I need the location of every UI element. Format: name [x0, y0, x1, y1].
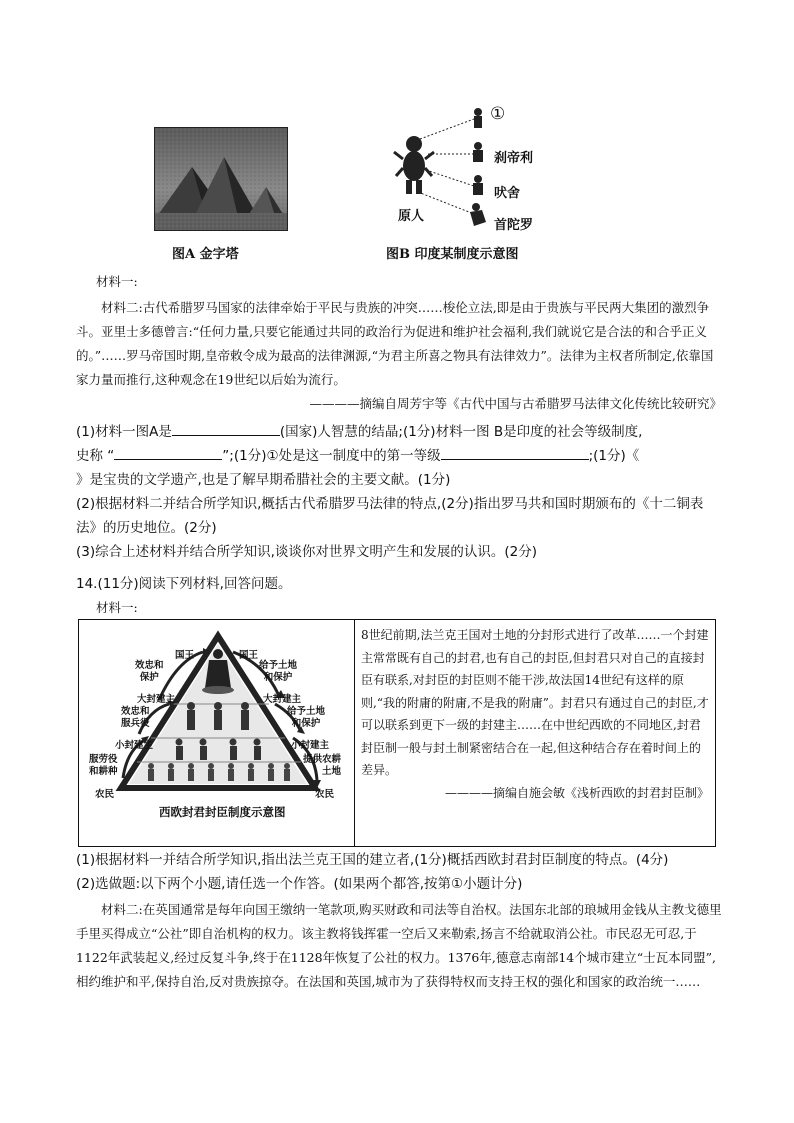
- caste-label-purusha: 原人: [398, 209, 425, 224]
- q14-material-1-box: [78, 619, 716, 847]
- figure-b-caption: 图B 印度某制度示意图: [386, 247, 519, 262]
- q13-answer-blank-1[interactable]: [172, 421, 280, 436]
- q14-questions: [76, 848, 726, 896]
- q13-material-2-text: 材料二:古代希腊罗马国家的法律牵始于平民与贵族的冲突……梭伦立法,即是由于贵族与平民两大集团的激烈争斗。亚里士多德曾言:“任何力量,只要它能通过共同的政治行为促进和维护社会福利,我们就说它是合法的和合乎正义的。”……罗马帝国时期,皇帝敕令成为最高的法律渊源,“为君主所喜之物具有法律效力”。法律为主权者所制定,依靠国家力量而推行,这种观念在19世纪以后始为流行。: [76, 300, 714, 387]
- label-great-lord-left: 大封建主: [137, 694, 176, 705]
- figure-a: [154, 127, 288, 231]
- label-small-lord-left: 小封建主: [115, 740, 154, 751]
- q14-material-2: [76, 898, 722, 994]
- label-great-lord-right: 大封建主: [263, 694, 302, 705]
- caste-figure-3: [473, 175, 483, 195]
- q13-q1-part-a: (1)材料一图A是: [76, 424, 172, 440]
- q14-material-1-source: ————摘编自施会敏《浅析西欧的封君封臣制》: [444, 785, 709, 800]
- figure-a-caption: 图A 金字塔: [172, 247, 239, 262]
- label-peasant-right: 农民: [315, 789, 335, 800]
- q14-material-1-label: 材料一:: [96, 600, 138, 615]
- q13-question-3: (3)综合上述材料并结合所学知识,谈谈你对世界文明产生和发展的认识。(2分): [76, 544, 538, 560]
- caste-figure-1: [474, 108, 482, 128]
- q13-answer-blank-3[interactable]: [441, 445, 589, 460]
- q14-question-1: (1)根据材料一并结合所学知识,指出法兰克王国的建立者,(1分)概括西欧封君封臣制度的特点。(4分): [76, 852, 669, 868]
- label-king-left: 国王: [175, 650, 195, 661]
- caste-label-one: ①: [490, 104, 506, 124]
- label-grant-land-protection-2: 给予土地 和保护: [287, 706, 326, 729]
- label-king-right: 国王: [239, 650, 259, 661]
- q13-question-1-end: 》是宝贵的文学遗产,也是了解早期希腊社会的主要文献。(1分): [76, 472, 451, 488]
- label-loyalty-military: 效忠和 服兵役: [121, 706, 150, 729]
- q14-header: 14.(11分)阅读下列材料,回答问题。: [76, 576, 292, 592]
- q13-material-2-source: ————摘编自周芳宇等《古代中国与古希腊罗马法律文化传统比较研究》: [309, 396, 722, 411]
- q13-answer-blank-2[interactable]: [114, 445, 222, 460]
- q13-questions: [76, 420, 722, 564]
- caste-label-vaishya: 吠舍: [494, 186, 521, 201]
- caste-figure-2: [473, 142, 483, 162]
- purusha-figure: [394, 136, 434, 194]
- pyramid-photo: [154, 127, 288, 231]
- diagram-title: 西欧封君封臣制度示意图: [159, 805, 286, 819]
- q13-material-1-label: 材料一:: [96, 274, 138, 289]
- box-divider: [354, 620, 355, 846]
- label-labor-service: 服劳役 和耕种: [89, 754, 118, 777]
- caste-label-kshatriya: 刹帝利: [494, 151, 534, 166]
- q13-q1-part-d: ”;(1分)①处是这一制度中的第一等级: [222, 448, 441, 464]
- q13-material-2: [76, 296, 722, 416]
- q13-question-1: [76, 420, 722, 444]
- q13-question-1-cont: [76, 444, 722, 468]
- label-peasant-left: 农民: [95, 789, 115, 800]
- caste-label-shudra: 首陀罗: [494, 218, 534, 233]
- q13-question-2: (2)根据材料二并结合所学知识,概括古代希腊罗马法律的特点,(2分)指出罗马共和国时期颁布的《十二铜表法》的历史地位。(2分): [76, 496, 704, 536]
- q13-q1-part-b: (国家)人智慧的结晶;(1分)材料一图 B是印度的社会等级制度,: [279, 424, 643, 440]
- label-grant-land-protection-1: 给予土地 和保护: [259, 660, 298, 683]
- label-provide-farmland: 提供农耕 土地: [303, 754, 342, 777]
- caste-figure-4: [470, 203, 486, 226]
- q13-q1-part-c: 史称 “: [76, 448, 115, 464]
- label-loyalty-protection: 效忠和 保护: [135, 660, 164, 683]
- q14-material-1-text: 8世纪前期,法兰克王国对土地的分封形式进行了改革……一个封建主常常既有自己的封君,也有自己的封臣,但封君只对自己的直接封臣有联系,对封臣的封臣则不能干涉,故法国14世纪有这样的原则,“我的附庸的附庸,不是我的附庸”。封君只有通过自己的封臣,才可以联系到更下一级的封建主……在中世纪西欧的不同地区,封君封臣制一般与封土制紧密结合在一起,但这种结合存在着时间上的差异。: [361, 628, 709, 777]
- q14-question-2: (2)选做题:以下两个小题,请任选一个作答。(如果两个都答,按第①小题计分): [76, 876, 523, 892]
- q14-material-1-text-block: [361, 624, 709, 804]
- q13-q1-part-e: ;(1分)《: [588, 448, 640, 464]
- label-small-lord-right: 小封建主: [291, 740, 330, 751]
- q14-material-2-text: 材料二:在英国通常是每年向国王缴纳一笔款项,购买财政和司法等自治权。法国东北部的琅城用金钱从主教戈德里手里买得成立“公社”即自治机构的权力。该主教将钱挥霍一空后又来勒索,扬言不给就取消公社。市民忍无可忍,于1122年武装起义,经过反复斗争,终于在1128年恢复了公社的权力。1376年,德意志南部14个城市建立“士瓦本同盟”,相约维护和平,保持自治,反对贵族掠夺。在法国和英国,城市为了获得特权而支持王权的强化和国家的政治统一……: [76, 902, 722, 989]
